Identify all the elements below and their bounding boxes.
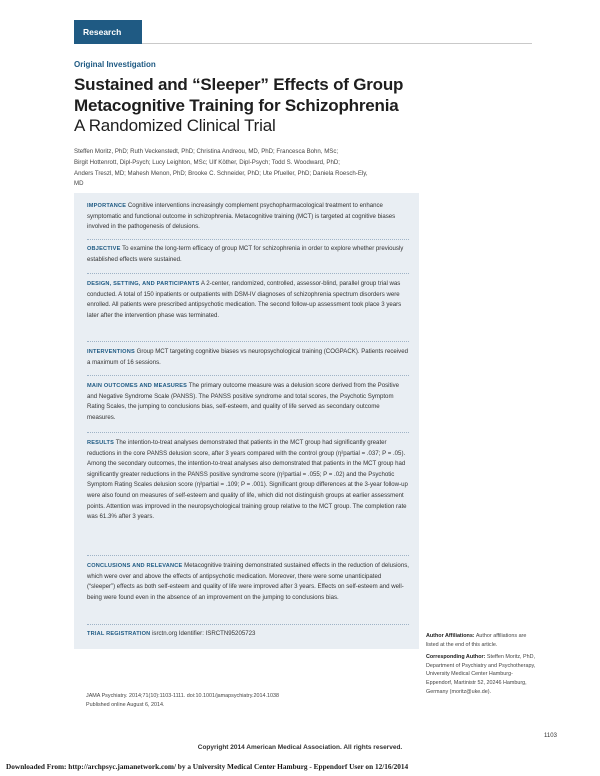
divider — [87, 273, 409, 274]
author-line: Anders Treszl, MD; Mahesh Menon, PhD; Brooke C. Schneider, PhD; Ute Pfueller, PhD; Daniela Roesch-Ely, MD — [74, 169, 368, 188]
abstract-text: A 2-center, randomized, controlled, assessor-blind, parallel group trial was conducted. A total of 150 inpatients or outpatients with DSM-IV diagnoses of schizophrenia spectrum disorders were enrolled. All patients were prescribed antipsychotic medication. The second follow-up assessment took place 3 years later after the intervention phase was terminated. — [87, 280, 402, 319]
abstract-heading: RESULTS — [87, 440, 115, 446]
abstract-design — [87, 279, 409, 321]
corresponding-label: Corresponding Author: — [426, 654, 486, 661]
divider — [87, 555, 409, 556]
header-rule — [142, 20, 532, 44]
citation — [86, 692, 386, 710]
copyright-notice: Copyright 2014 American Medical Association. All rights reserved. — [197, 744, 403, 751]
download-watermark: Downloaded From: http://archpsyc.jamanetwork.com/ by a University Medical Center Hamburg - Eppendorf User on 12/16/2014 — [6, 762, 409, 771]
corresponding-author — [426, 653, 536, 696]
abstract-heading: OBJECTIVE — [87, 246, 121, 252]
author-info-sidebar — [426, 632, 536, 696]
author-line: Steffen Moritz, PhD; Ruth Veckenstedt, PhD; Christina Andreou, MD, PhD; Francesca Bohn, MSc; — [74, 148, 339, 155]
abstract-interventions — [87, 347, 409, 368]
citation-line: JAMA Psychiatry. 2014;71(10):1103-1111. doi:10.1001/jamapsychiatry.2014.1038 — [86, 693, 279, 699]
divider — [87, 341, 409, 342]
abstract-text: Group MCT targeting cognitive biases vs neuropsychological training (COGPACK). Patients received a maximum of 16 sessions. — [87, 348, 408, 366]
abstract-heading: TRIAL REGISTRATION — [87, 631, 151, 637]
article-title: Sustained and “Sleeper” Effects of Group Metacognitive Training for Schizophrenia — [74, 75, 404, 115]
trial-registration-link[interactable]: isrctn.org Identifier: ISRCTN95205723 — [152, 630, 256, 637]
affiliations-note — [426, 632, 536, 649]
abstract-outcomes — [87, 381, 409, 423]
article-type-label: Original Investigation — [74, 60, 156, 69]
abstract-importance — [87, 201, 409, 233]
divider — [87, 432, 409, 433]
abstract-heading: DESIGN, SETTING, AND PARTICIPANTS — [87, 281, 200, 287]
abstract-text: The primary outcome measure was a delusion score derived from the Positive and Negative Syndrome Scale (PANSS). The PANSS positive syndrome and total scores, the Psychotic Symptom Rating Scales, the jumping to conclusions bias, self-esteem, and quality of life served as secondary outcome measures. — [87, 382, 400, 421]
affiliations-text: Author affiliations are listed at the end of this article. — [426, 633, 527, 648]
article-subtitle: A Randomized Clinical Trial — [74, 116, 276, 135]
abstract-heading: CONCLUSIONS AND RELEVANCE — [87, 563, 183, 569]
abstract-text: The intention-to-treat analyses demonstrated that patients in the MCT group had significantly greater reductions in the core PANSS delusion score, after 3 years compared with the control group (η²partial = .037; P = .05). Among the secondary outcomes, the intention-to-treat analyses also demonstrated that patients in the MCT group had significantly greater reductions in the PANSS positive syndrome score (η²partial = .055; P = .02) and the Psychotic Symptom Rating Scales delusion score (η²partial = .109; P = .001). Significant group differences at the 3-year follow-up were also found on measures of self-esteem and quality of life, which did not distinguish groups at earlier assessment points. Attention was improved in the neuropsychological training group relative to the MCT group. The completion rate was 61.3% after 3 years. — [87, 439, 408, 521]
page-number: 1103 — [544, 733, 557, 739]
divider — [87, 239, 409, 240]
abstract-text: To examine the long-term efficacy of group MCT for schizophrenia in order to explore whether previously established effects were sustained. — [87, 245, 404, 263]
author-line: Birgit Hottenrott, Dipl-Psych; Lucy Leighton, MSc; Ulf Köther, Dipl-Psych; Todd S. Woodward, PhD; — [74, 158, 340, 166]
abstract-heading: INTERVENTIONS — [87, 349, 135, 355]
section-tab[interactable]: Research — [74, 20, 142, 44]
abstract-heading: MAIN OUTCOMES AND MEASURES — [87, 383, 188, 389]
abstract-results — [87, 438, 409, 523]
abstract-box — [74, 193, 419, 649]
affiliations-label: Author Affiliations: — [426, 633, 475, 639]
abstract-text: Cognitive interventions increasingly complement psychopharmacological treatment to enhance symptomatic and functional outcome in schizophrenia. Metacognitive training (MCT) is targeted at cognitive biases involved in the pathogenesis of delusions. — [87, 202, 396, 231]
abstract-objective — [87, 244, 409, 265]
author-list — [74, 147, 374, 190]
divider — [87, 375, 409, 376]
abstract-text: Metacognitive training demonstrated sustained effects in the reduction of delusions, which were over and above the effects of antipsychotic medication. Moreover, there were some unanticipated (“sleeper”) effects as both self-esteem and quality of life were improved after 3 years. Effects on self-esteem and well-being were found even in the absence of an improvement on the jumping to conclusions bias. — [87, 562, 409, 601]
abstract-conclusions — [87, 561, 409, 603]
published-date: Published online August 6, 2014. — [86, 701, 165, 708]
divider — [87, 624, 409, 625]
corresponding-text: Steffen Moritz, PhD, Department of Psychiatry and Psychotherapy, University Medical Center Hamburg-Eppendorf, Martinistr 52, 20246 Hamburg, Germany (moritz@uke.de). — [426, 654, 536, 695]
abstract-registration — [87, 629, 409, 640]
abstract-heading: IMPORTANCE — [87, 203, 127, 209]
